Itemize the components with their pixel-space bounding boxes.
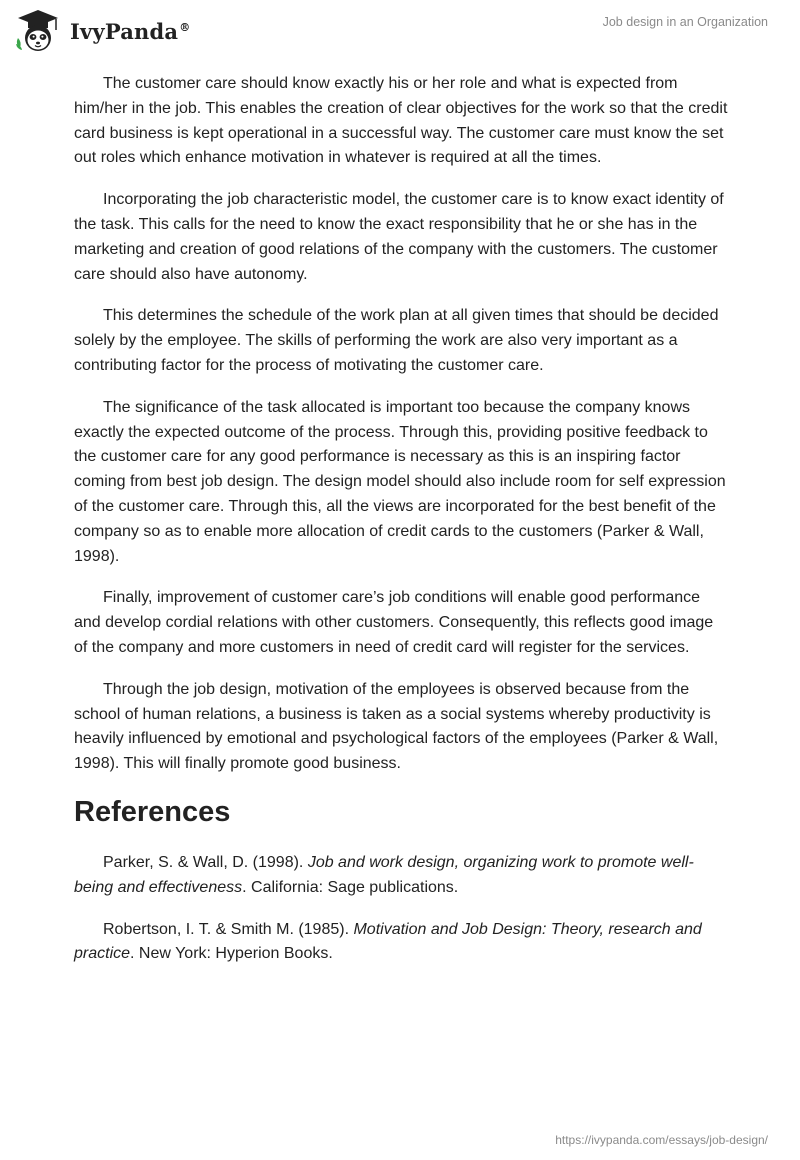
body-paragraph: Finally, improvement of customer care’s job conditions will enable good performance and develop cordial relations with other customers. Consequently, this reflects good image of the company and more customers in need of credit card will register for the services. <box>74 589 714 656</box>
body-paragraph: This determines the schedule of the work plan at all given times that should be decided solely by the employee. The skills of performing the work are also very important as a contributing factor for the process of motivating the customer care. <box>74 307 719 374</box>
panda-graduate-icon <box>14 8 62 54</box>
reference-title: Motivation and Job Design: Theory, research and practice <box>74 920 702 963</box>
reference-item: Parker, S. & Wall, D. (1998). Job and work design, organizing work to promote well-being and effectiveness. California: Sage publications. <box>74 853 694 896</box>
reference-title: Job and work design, organizing work to promote well-being and effectiveness <box>74 853 694 896</box>
references-heading: References <box>74 795 231 828</box>
body-paragraph: Incorporating the job characteristic model, the customer care is to know exact identity of the task. This calls for the need to know the exact responsibility that he or she has in the marketing and creation of good relations of the company with the customers. The customer care should also have autonomy. <box>74 191 724 283</box>
reference-item: Robertson, I. T. & Smith M. (1985). Motivation and Job Design: Theory, research and practice. New York: Hyperion Books. <box>74 920 702 963</box>
logo-wordmark: IvyPanda® <box>70 18 191 44</box>
document-title: Job design in an Organization <box>602 15 768 29</box>
body-paragraph: The significance of the task allocated is important too because the company knows exactly the expected outcome of the process. Through this, providing positive feedback to the customer care for any good performance is necessary as this is an inspiring factor coming from best job design. The design model should also include room for self expression of the customer care. Through this, all the views are incorporated for the best benefit of the company so as to enable more allocation of credit cards to the customers (Parker & Wall, 1998). <box>74 398 726 565</box>
body-paragraph: The customer care should know exactly his or her role and what is expected from him/her in the job. This enables the creation of clear objectives for the work so that the credit card business is kept operational in a successful way. The customer care must know the set out roles which enhance motivation in whatever is required at all the times. <box>74 75 728 167</box>
body-paragraph: Through the job design, motivation of the employees is observed because from the school of human relations, a business is taken as a social systems whereby productivity is heavily influenced by emotional and psychological factors of the employees (Parker & Wall, 1998). This will finally promote good business. <box>74 680 719 773</box>
source-url-link[interactable]: https://ivypanda.com/essays/job-design/ <box>555 1133 768 1147</box>
essay-content <box>74 72 730 984</box>
page-header <box>0 0 800 60</box>
ivypanda-logo[interactable] <box>14 8 190 54</box>
